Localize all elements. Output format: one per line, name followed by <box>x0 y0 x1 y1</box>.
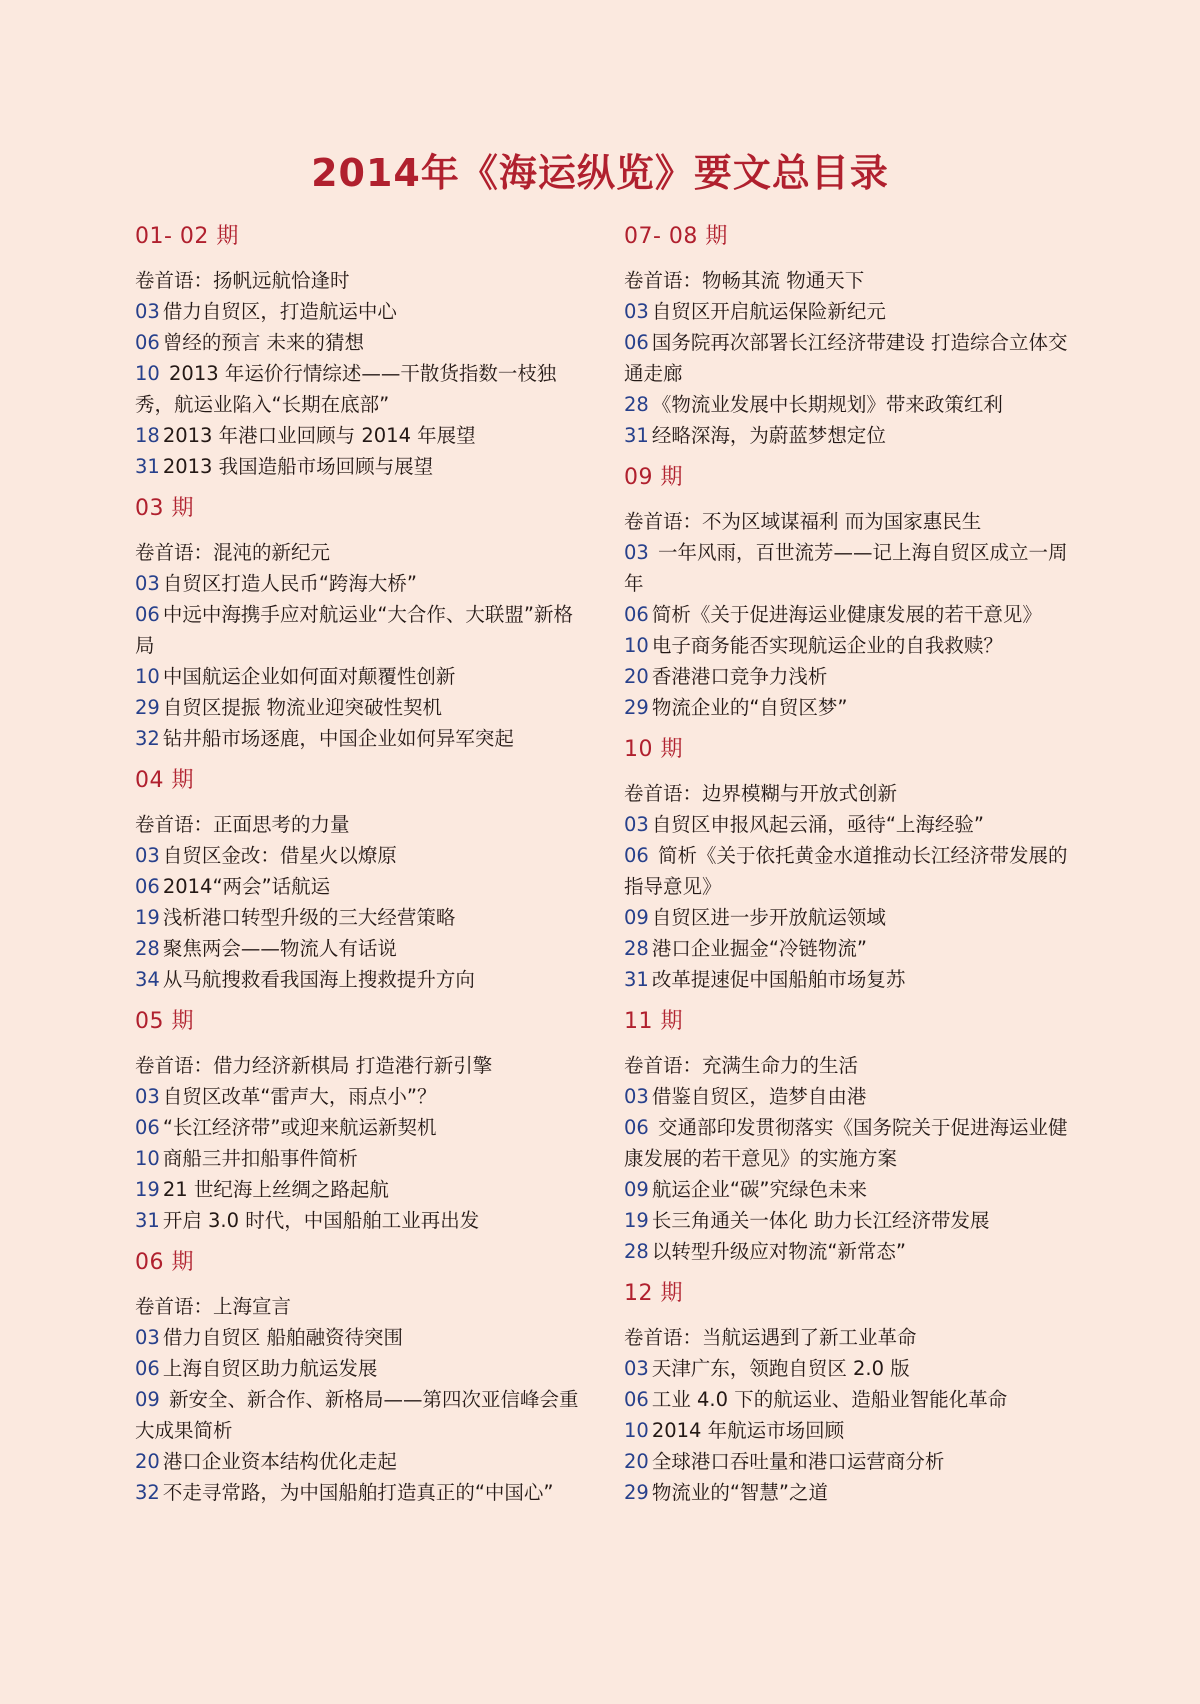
article-title: 自贸区改革“雷声大，雨点小”？ <box>162 1085 437 1108</box>
article-entry <box>135 692 580 723</box>
issue-heading: 09 期 <box>624 465 683 490</box>
page-number: 03 <box>624 300 649 323</box>
article-title: 借力自贸区，打造航运中心 <box>162 300 397 323</box>
issue-heading: 01- 02 期 <box>135 224 239 249</box>
article-entry <box>135 964 580 995</box>
page-number: 03 <box>135 1085 160 1108</box>
article-entry <box>624 1384 1069 1415</box>
article-entry <box>135 840 580 871</box>
article-title: 商船三井扣船事件简析 <box>162 1147 358 1170</box>
page-number: 28 <box>624 1240 649 1263</box>
issue-heading: 04 期 <box>135 768 194 793</box>
page-number: 03 <box>135 572 160 595</box>
article-entry <box>135 1353 580 1384</box>
page-number: 09 <box>624 1178 649 1201</box>
issue-section <box>624 1277 1069 1508</box>
article-entry <box>624 327 1069 389</box>
page-number: 09 <box>624 906 649 929</box>
page-title: 2014年《海运纵览》要文总目录 <box>311 151 889 195</box>
article-title: 交通部印发贯彻落实《国务院关于促进海运业健康发展的若干意见》的实施方案 <box>624 1116 1068 1170</box>
article-entry <box>624 420 1069 451</box>
article-title: 中远中海携手应对航运业“大合作、大联盟”新格局 <box>135 603 574 657</box>
article-entry <box>135 568 580 599</box>
article-title: 2013 年运价行情综述——干散货指数一枝独秀，航运业陷入“长期在底部” <box>135 362 557 416</box>
issue-heading: 05 期 <box>135 1009 194 1034</box>
article-title: 中国航运企业如何面对颠覆性创新 <box>162 665 456 688</box>
issue-section <box>135 492 580 754</box>
article-entry <box>135 296 580 327</box>
article-entry <box>135 1477 580 1508</box>
article-entry <box>135 871 580 902</box>
page-number: 18 <box>135 424 160 447</box>
article-entry <box>135 723 580 754</box>
page-number: 29 <box>135 696 160 719</box>
article-entry <box>624 1174 1069 1205</box>
article-title: 航运企业“碳”究绿色未来 <box>651 1178 868 1201</box>
article-entry <box>135 933 580 964</box>
page-number: 06 <box>135 1357 160 1380</box>
page-number: 03 <box>135 1326 160 1349</box>
article-title: 上海自贸区助力航运发展 <box>162 1357 378 1380</box>
page-number: 20 <box>624 1450 649 1473</box>
article-entry <box>624 902 1069 933</box>
issue-heading: 03 期 <box>135 496 194 521</box>
article-entry <box>624 1236 1069 1267</box>
article-title: 从马航搜救看我国海上搜救提升方向 <box>162 968 475 991</box>
issue-heading: 12 期 <box>624 1281 683 1306</box>
article-title: 自贸区进一步开放航运领域 <box>651 906 886 929</box>
article-title: 2013 年港口业回顾与 2014 年展望 <box>162 424 476 447</box>
article-title: 全球港口吞吐量和港口运营商分析 <box>651 1450 945 1473</box>
article-entry <box>624 661 1069 692</box>
article-title: 浅析港口转型升级的三大经营策略 <box>162 906 456 929</box>
page-number: 06 <box>624 1116 649 1139</box>
article-title: 不走寻常路，为中国船舶打造真正的“中国心” <box>162 1481 554 1504</box>
issue-heading: 06 期 <box>135 1250 194 1275</box>
page-number: 20 <box>135 1450 160 1473</box>
article-title: 简析《关于促进海运业健康发展的若干意见》 <box>651 603 1042 626</box>
issue-section <box>624 461 1069 723</box>
page-number: 03 <box>624 1357 649 1380</box>
article-title: “长江经济带”或迎来航运新契机 <box>162 1116 437 1139</box>
article-entry <box>135 1384 580 1446</box>
article-title: 曾经的预言 未来的猜想 <box>162 331 365 354</box>
preface-line: 卷首语：不为区域谋福利 而为国家惠民生 <box>624 510 982 533</box>
preface-line: 卷首语：混沌的新纪元 <box>135 541 331 564</box>
article-title: 自贸区金改：借星火以燎原 <box>162 844 397 867</box>
article-title: 自贸区开启航运保险新纪元 <box>651 300 886 323</box>
article-title: 2014“两会”话航运 <box>162 875 331 898</box>
page-number: 10 <box>135 1147 160 1170</box>
article-title: 长三角通关一体化 助力长江经济带发展 <box>651 1209 990 1232</box>
page-number: 31 <box>135 1209 160 1232</box>
page-number: 06 <box>135 331 160 354</box>
preface-line: 卷首语：上海宣言 <box>135 1295 292 1318</box>
page-number: 20 <box>624 665 649 688</box>
page-number: 06 <box>624 331 649 354</box>
article-entry <box>624 840 1069 902</box>
preface-line: 卷首语：借力经济新棋局 打造港行新引擎 <box>135 1054 493 1077</box>
article-entry <box>624 809 1069 840</box>
page-number: 10 <box>135 362 160 385</box>
page-number: 03 <box>135 300 160 323</box>
article-entry <box>624 1477 1069 1508</box>
article-title: 借力自贸区 船舶融资待突围 <box>162 1326 404 1349</box>
issue-section <box>624 733 1069 995</box>
article-entry <box>135 902 580 933</box>
page-number: 32 <box>135 1481 160 1504</box>
article-entry <box>624 692 1069 723</box>
article-title: 电子商务能否实现航运企业的自我救赎？ <box>651 634 1003 657</box>
article-title: 港口企业资本结构优化走起 <box>162 1450 397 1473</box>
article-title: 物流业的“智慧”之道 <box>651 1481 829 1504</box>
page-number: 28 <box>624 393 649 416</box>
article-title: 聚焦两会——物流人有话说 <box>162 937 397 960</box>
article-title: 2013 我国造船市场回顾与展望 <box>162 455 434 478</box>
article-title: 国务院再次部署长江经济带建设 打造综合立体交通走廊 <box>624 331 1068 385</box>
article-title: 新安全、新合作、新格局——第四次亚信峰会重大成果简析 <box>135 1388 579 1442</box>
page-number: 29 <box>624 696 649 719</box>
article-title: 工业 4.0 下的航运业、造船业智能化革命 <box>651 1388 1008 1411</box>
article-entry <box>135 661 580 692</box>
page-number: 19 <box>135 906 160 929</box>
right-column <box>624 220 1069 1518</box>
article-entry <box>135 451 580 482</box>
article-title: 自贸区申报风起云涌，亟待“上海经验” <box>651 813 985 836</box>
article-entry <box>624 537 1069 599</box>
page-number: 28 <box>624 937 649 960</box>
article-entry <box>135 1174 580 1205</box>
article-title: 《物流业发展中长期规划》带来政策红利 <box>651 393 1003 416</box>
article-entry <box>135 1322 580 1353</box>
preface-line: 卷首语：充满生命力的生活 <box>624 1054 859 1077</box>
page-number: 19 <box>135 1178 160 1201</box>
page-number: 03 <box>624 813 649 836</box>
article-entry <box>624 964 1069 995</box>
article-title: 21 世纪海上丝绸之路起航 <box>162 1178 389 1201</box>
article-title: 港口企业掘金“冷链物流” <box>651 937 868 960</box>
issue-section <box>135 764 580 995</box>
page-number: 06 <box>624 1388 649 1411</box>
article-title: 物流企业的“自贸区梦” <box>651 696 848 719</box>
article-entry <box>624 296 1069 327</box>
article-title: 以转型升级应对物流“新常态” <box>651 1240 907 1263</box>
issue-section <box>624 1005 1069 1267</box>
issue-section <box>135 220 580 482</box>
article-title: 钻井船市场逐鹿，中国企业如何异军突起 <box>162 727 514 750</box>
article-entry <box>135 1112 580 1143</box>
preface-line: 卷首语：当航运遇到了新工业革命 <box>624 1326 917 1349</box>
page-number: 06 <box>624 603 649 626</box>
issue-section <box>135 1005 580 1236</box>
article-title: 一年风雨，百世流芳——记上海自贸区成立一周年 <box>624 541 1068 595</box>
page-number: 06 <box>135 1116 160 1139</box>
article-entry <box>624 599 1069 630</box>
page-number: 03 <box>624 1085 649 1108</box>
article-entry <box>135 358 580 420</box>
page-number: 06 <box>624 844 649 867</box>
page-number: 19 <box>624 1209 649 1232</box>
article-title: 经略深海，为蔚蓝梦想定位 <box>651 424 886 447</box>
article-title: 改革提速促中国船舶市场复苏 <box>651 968 906 991</box>
page-number: 09 <box>135 1388 160 1411</box>
page-number: 31 <box>135 455 160 478</box>
article-title: 借鉴自贸区，造梦自由港 <box>651 1085 867 1108</box>
page-number: 34 <box>135 968 160 991</box>
article-entry <box>624 1353 1069 1384</box>
article-title: 开启 3.0 时代，中国船舶工业再出发 <box>162 1209 480 1232</box>
article-title: 2014 年航运市场回顾 <box>651 1419 845 1442</box>
issue-heading: 10 期 <box>624 737 683 762</box>
article-entry <box>135 1446 580 1477</box>
article-entry <box>624 1446 1069 1477</box>
article-entry <box>624 933 1069 964</box>
article-entry <box>624 1415 1069 1446</box>
article-entry <box>135 1205 580 1236</box>
article-entry <box>135 1081 580 1112</box>
article-entry <box>624 630 1069 661</box>
article-title: 天津广东，领跑自贸区 2.0 版 <box>651 1357 910 1380</box>
preface-line: 卷首语：正面思考的力量 <box>135 813 350 836</box>
page-number: 06 <box>135 875 160 898</box>
article-title: 自贸区提振 物流业迎突破性契机 <box>162 696 443 719</box>
page-number: 28 <box>135 937 160 960</box>
page-number: 32 <box>135 727 160 750</box>
article-entry <box>135 420 580 451</box>
article-entry <box>135 327 580 358</box>
issue-heading: 07- 08 期 <box>624 224 728 249</box>
preface-line: 卷首语：边界模糊与开放式创新 <box>624 782 898 805</box>
article-title: 简析《关于依托黄金水道推动长江经济带发展的指导意见》 <box>624 844 1068 898</box>
page-number: 06 <box>135 603 160 626</box>
article-entry <box>624 1205 1069 1236</box>
article-entry <box>624 1081 1069 1112</box>
issue-section <box>624 220 1069 451</box>
article-entry <box>624 1112 1069 1174</box>
page-number: 31 <box>624 968 649 991</box>
article-entry <box>135 1143 580 1174</box>
page-number: 31 <box>624 424 649 447</box>
page-number: 10 <box>624 1419 649 1442</box>
page-number: 03 <box>624 541 649 564</box>
article-title: 自贸区打造人民币“跨海大桥” <box>162 572 418 595</box>
page-number: 29 <box>624 1481 649 1504</box>
article-title: 香港港口竞争力浅析 <box>651 665 828 688</box>
page-number: 10 <box>624 634 649 657</box>
left-column <box>135 220 580 1518</box>
article-entry <box>135 599 580 661</box>
article-entry <box>624 389 1069 420</box>
issue-heading: 11 期 <box>624 1009 683 1034</box>
issue-section <box>135 1246 580 1508</box>
page-number: 03 <box>135 844 160 867</box>
page-number: 10 <box>135 665 160 688</box>
preface-line: 卷首语：物畅其流 物通天下 <box>624 269 865 292</box>
preface-line: 卷首语：扬帆远航恰逢时 <box>135 269 350 292</box>
